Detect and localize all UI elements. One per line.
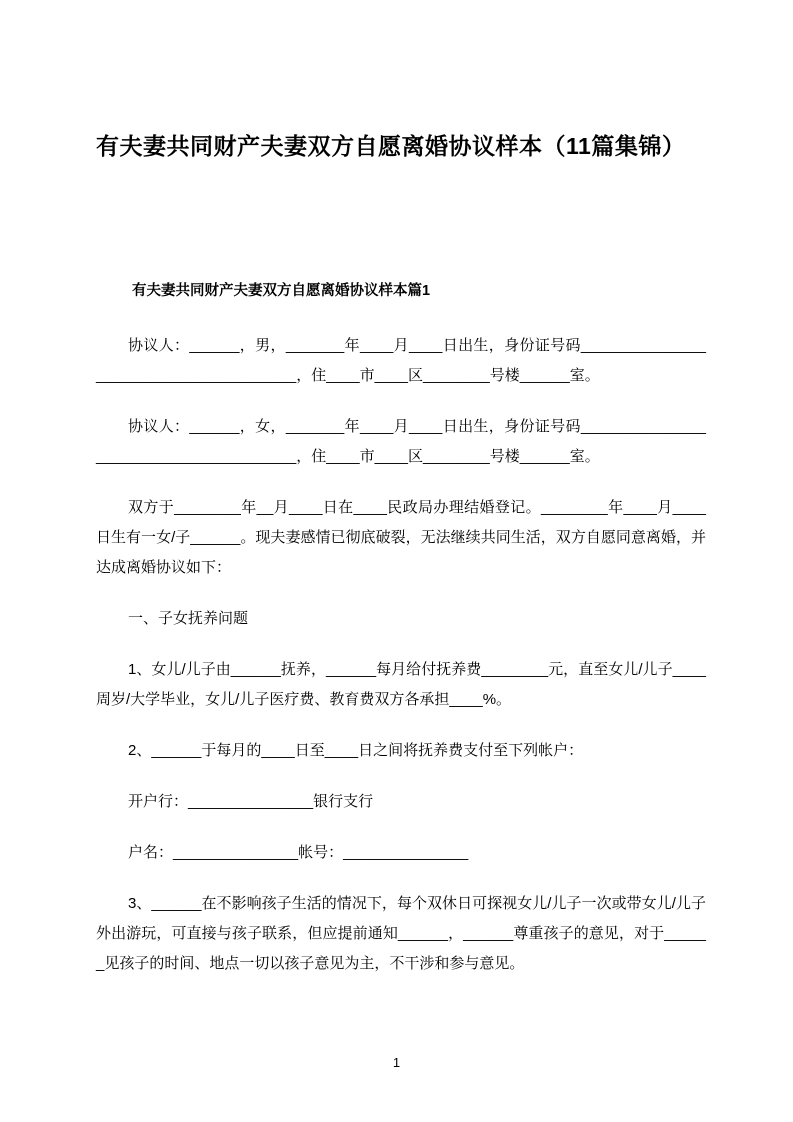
page-title: 有夫妻共同财产夫妻双方自愿离婚协议样本（11篇集锦） xyxy=(96,133,686,159)
document-content xyxy=(96,0,706,979)
paragraph-custody-item-3: 3、______在不影响孩子生活的情况下，每个双休日可探视女儿/儿子一次或带女儿/儿子外出游玩，可直接与孩子联系，但应提前通知______，______尊重孩子的意见，对于______见孩子的时间、地点一切以孩子意见为主，不干涉和参与意见。 xyxy=(96,895,706,973)
paragraph-party-male: 协议人：______，男，_______年____月____日出生，身份证号码_______________________________________，住____市____区________号楼______室。 xyxy=(96,337,706,385)
section-heading: 有夫妻共同财产夫妻双方自愿离婚协议样本篇1 xyxy=(132,283,431,300)
paragraph-custody-item-1: 1、女儿/儿子由______抚养，______每月给付抚养费________元，直至女儿/儿子____周岁/大学毕业，女儿/儿子医疗费、教育费双方各承担____%。 xyxy=(96,661,706,709)
paragraph-heading-custody: 一、子女抚养问题 xyxy=(128,610,249,628)
paragraph-account-name: 户名：_______________帐号：_______________ xyxy=(128,844,469,862)
page-number: 1 xyxy=(392,1055,401,1070)
paragraph-custody-item-2: 2、______于每月的____日至____日之间将抚养费支付至下列帐户： xyxy=(128,742,584,760)
paragraph-party-female: 协议人：______，女，_______年____月____日出生，身份证号码_______________________________________，住____市____区________号楼______室。 xyxy=(96,418,706,466)
paragraph-bank-branch: 开户行：_______________银行支行 xyxy=(128,793,374,811)
paragraph-marriage-background: 双方于________年__月____日在____民政局办理结婚登记。________年____月____日生有一女/子______。现夫妻感情已彻底破裂，无法继续共同生活，双方自愿同意离婚，并达成离婚协议如下： xyxy=(96,499,706,577)
